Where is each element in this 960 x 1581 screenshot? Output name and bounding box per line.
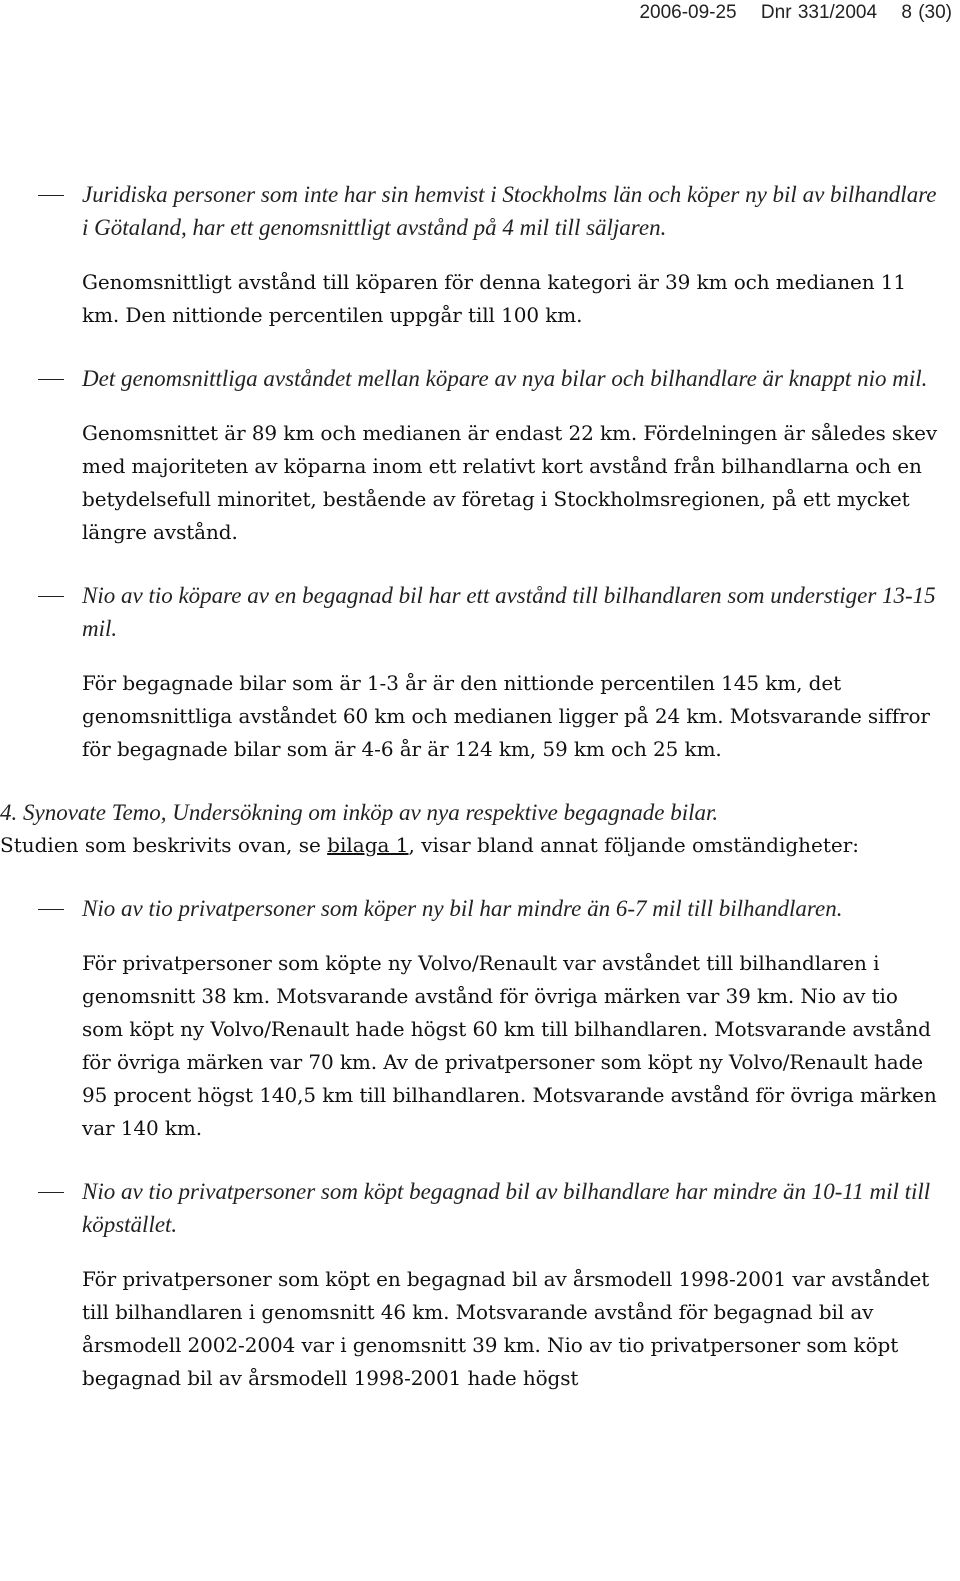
paragraph: För privatpersoner som köpt en begagnad bil av årsmodell 1998-2001 var avståndet till bilhandlaren i genomsnitt 46 km. Motsvarande avstånd för begagnad bil av årsmodell 2002-2004 var i genomsnitt 39 km. Nio av tio privatpersoner som köpt begagnad bil av årsmodell 1998-2001 hade högst (82, 1267, 930, 1390)
header-reference: Dnr 331/2004 (760, 2, 878, 23)
header-page-number: 8 (30) (901, 2, 952, 23)
section-intro-text: Studien som beskrivits ovan, se (0, 833, 328, 857)
paragraph: För privatpersoner som köpte ny Volvo/Renault var avståndet till bilhandlaren i genomsnitt 38 km. Motsvarande avstånd för övriga märken var 39 km. Nio av tio som köpt ny Volvo/Renault hade högst 60 km till bilhandlaren. Motsvarande avstånd för övriga märken var 70 km. Av de privatpersoner som köpt ny Volvo/Renault hade 95 procent högst 140,5 km till bilhandlaren. Motsvarande avstånd för övriga märken var 140 km. (82, 951, 937, 1140)
appendix-link[interactable]: bilaga 1 (327, 833, 409, 857)
dash-item-3 (0, 579, 940, 645)
dash-item-1 (0, 178, 940, 244)
section-intro (0, 829, 940, 862)
paragraph: Genomsnittet är 89 km och medianen är endast 22 km. Fördelningen är således skev med majoriteten av köparna inom ett relativt kort avstånd från bilhandlarna och en betydelsefull minoritet, bestående av företag i Stockholmsregionen, på ett mycket längre avstånd. (82, 421, 938, 544)
dash-item-text: Nio av tio privatpersoner som köpt begagnad bil av bilhandlare har mindre än 10-11 mil till köpstället. (82, 1179, 931, 1237)
section-intro-text: , visar bland annat följande omständigheter: (408, 833, 860, 857)
section-heading: 4. Synovate Temo, Undersökning om inköp av nya respektive begagnade bilar. (0, 800, 719, 825)
dash-item-4 (0, 892, 940, 925)
dash-item-2 (0, 362, 940, 395)
dash-item-text: Juridiska personer som inte har sin hemvist i Stockholms län och köper ny bil av bilhandlare i Götaland, har ett genomsnittligt avstånd på 4 mil till säljaren. (82, 182, 937, 240)
dash-item-5 (0, 1175, 940, 1241)
paragraph: För begagnade bilar som är 1-3 år är den nittionde percentilen 145 km, det genomsnittliga avståndet 60 km och medianen ligger på 24 km. Motsvarande siffror för begagnade bilar som är 4-6 år är 124 km, 59 km och 25 km. (82, 671, 930, 761)
dash-item-text: Det genomsnittliga avståndet mellan köpare av nya bilar och bilhandlare är knappt nio mil. (82, 366, 928, 391)
paragraph: Genomsnittligt avstånd till köparen för denna kategori är 39 km och medianen 11 km. Den nittionde percentilen uppgår till 100 km. (82, 270, 907, 327)
dash-item-text: Nio av tio köpare av en begagnad bil har ett avstånd till bilhandlaren som understiger 13-15 mil. (82, 583, 936, 641)
dash-item-text: Nio av tio privatpersoner som köper ny bil har mindre än 6-7 mil till bilhandlaren. (82, 896, 843, 921)
page-header (639, 2, 952, 24)
header-date: 2006-09-25 (639, 2, 737, 23)
document-body (0, 178, 940, 1395)
